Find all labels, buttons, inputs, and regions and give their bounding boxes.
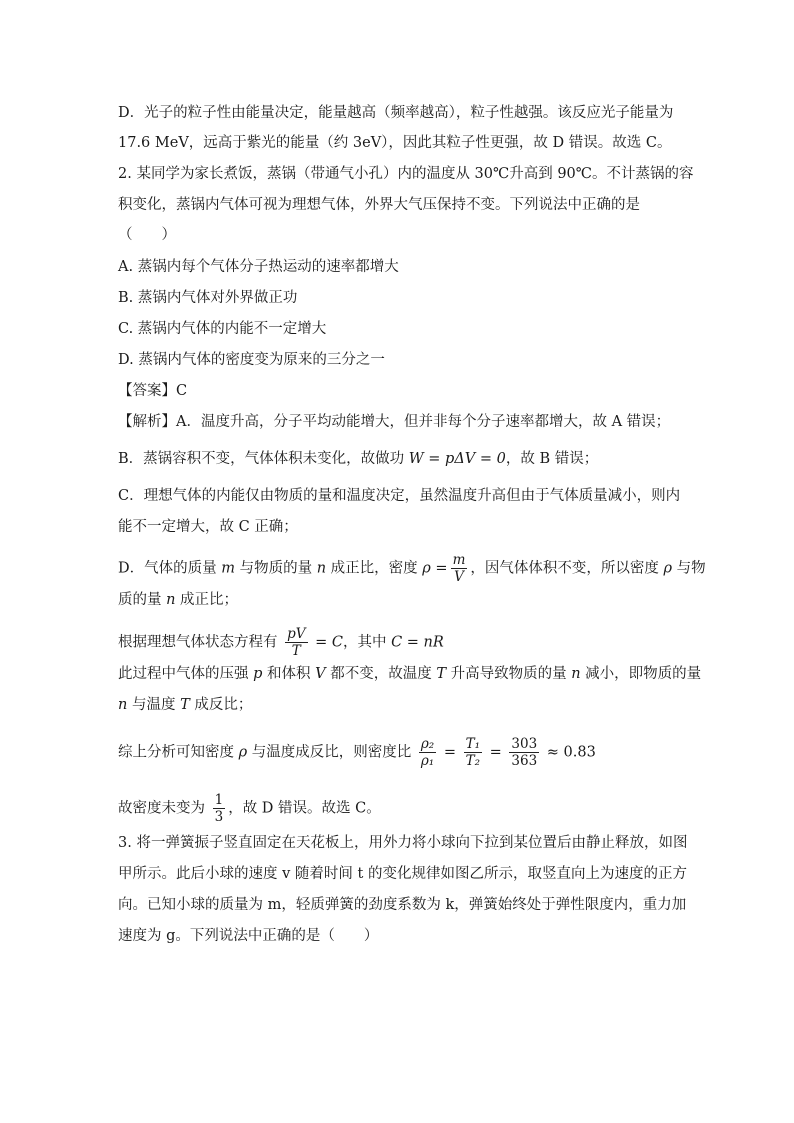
var-n: n (166, 592, 176, 608)
var-n: n (316, 560, 327, 577)
equation: C = nR (391, 634, 444, 651)
text: 此过程中气体的压强 (118, 666, 254, 682)
explanation-line-b (118, 449, 598, 469)
question-3-stem: 向。已知小球的质量为 m，轻质弹簧的劲度系数为 k，弹簧始终处于弹性限度内，重力加 (118, 897, 687, 913)
explanation-line-f (118, 664, 701, 684)
conclusion-line (118, 792, 381, 825)
var-n: n (118, 697, 128, 713)
numerator: ρ₂ (420, 736, 435, 752)
denominator: ρ₁ (420, 753, 435, 769)
text: ，因气体体积不变，所以密度 (470, 560, 664, 577)
question-3-stem: 速度为 g。下列说法中正确的是（ ） (118, 928, 379, 944)
option-d: D. 蒸锅内气体的密度变为原来的三分之一 (118, 352, 385, 368)
temp-ratio-fraction (464, 736, 482, 769)
work-formula: W = pΔV = 0 (408, 451, 506, 467)
var-rho: ρ (238, 744, 248, 761)
var-n: n (571, 666, 581, 682)
var-t: T (436, 666, 446, 682)
text: B．蒸锅容积不变，气体体积未变化，故做功 (118, 451, 409, 467)
text: 与温度 (127, 697, 181, 713)
numerator: pV (287, 626, 306, 642)
question-3-stem: 3. 将一弹簧振子竖直固定在天花板上，用外力将小球向下拉到某位置后由静止释放，如图 (118, 835, 688, 851)
explanation-line-d (118, 552, 706, 585)
number-fraction (509, 736, 539, 769)
text: 质的量 (118, 592, 167, 608)
var-p: p (253, 666, 263, 682)
var-rho: ρ = (422, 560, 448, 577)
option-c: C. 蒸锅内气体的内能不一定增大 (118, 321, 327, 337)
text: ，故 B 错误； (505, 451, 599, 467)
text: 与温度成反比，则密度比 (247, 744, 416, 761)
text: 成反比； (189, 697, 253, 713)
text-line: 17.6 MeV，远高于紫光的能量（约 3eV），因此其粒子性更强，故 D 错误。故选 C。 (118, 135, 672, 151)
text: 与物质的量 (234, 560, 317, 577)
text: 和体积 (262, 666, 316, 682)
state-equation-fraction (285, 626, 307, 659)
one-third-fraction (213, 792, 226, 825)
rho-ratio-fraction (419, 736, 436, 769)
question-2-stem: 积变化，蒸锅内气体可视为理想气体，外界大气压保持不变。下列说法中正确的是 (118, 197, 640, 213)
question-2-bracket: （ ） (118, 227, 176, 243)
option-b: B. 蒸锅内气体对外界做正功 (118, 290, 298, 306)
explanation-line-f (118, 695, 252, 715)
question-3-stem: 甲所示。此后小球的速度 v 随着时间 t 的变化规律如图乙所示，取竖直向上为速度的正方 (118, 866, 687, 882)
text: 成正比； (175, 592, 239, 608)
density-fraction (451, 552, 468, 585)
var-rho: ρ (663, 560, 673, 577)
text: 成正比，密度 (326, 560, 423, 577)
text-line: D．光子的粒子性由能量决定，能量越高（频率越高），粒子性越强。该反应光子能量为 (118, 105, 674, 121)
approx-value: ≈ 0.83 (542, 744, 596, 761)
denominator: 363 (511, 753, 538, 769)
numerator: 303 (511, 736, 538, 752)
text: 故密度未变为 (118, 800, 210, 817)
text: ，其中 (342, 634, 392, 651)
text: ，故 D 错误。故选 C。 (228, 800, 381, 817)
text: 减小，即物质的量 (580, 666, 702, 682)
explanation-line-c: 能不一定增大，故 C 正确； (118, 519, 298, 535)
equation: = C (310, 634, 343, 651)
denominator: T (291, 643, 301, 659)
state-equation-line (118, 626, 444, 659)
explanation-line-d (118, 590, 238, 610)
explanation-line: 【解析】A．温度升高，分子平均动能增大，但并非每个分子速率都增大，故 A 错误； (118, 414, 671, 430)
denominator: 3 (214, 809, 224, 825)
text: 综上分析可知密度 (118, 744, 239, 761)
var-v: V (315, 666, 326, 682)
density-ratio-line (118, 736, 596, 769)
numerator: T₁ (465, 736, 481, 752)
text: 都不变，故温度 (325, 666, 437, 682)
numerator: 1 (214, 792, 224, 808)
numerator: m (452, 552, 466, 568)
answer-label: 【答案】C (118, 383, 188, 399)
var-m: m (221, 560, 235, 577)
text: 根据理想气体状态方程有 (118, 634, 283, 651)
denominator: T₂ (465, 753, 481, 769)
denominator: V (454, 569, 464, 585)
text: 升高导致物质的量 (446, 666, 572, 682)
option-a: A. 蒸锅内每个气体分子热运动的速率都增大 (118, 259, 399, 275)
equals: = (485, 744, 507, 761)
var-t: T (180, 697, 190, 713)
equals: = (439, 744, 461, 761)
text: D．气体的质量 (118, 560, 222, 577)
text: 与物 (672, 560, 706, 577)
question-2-stem: 2. 某同学为家长煮饭，蒸锅（带通气小孔）内的温度从 30℃升高到 90℃。不计蒸锅的容 (118, 166, 694, 182)
explanation-line-c: C．理想气体的内能仅由物质的量和温度决定，虽然温度升高但由于气体质量减小，则内 (118, 488, 681, 504)
